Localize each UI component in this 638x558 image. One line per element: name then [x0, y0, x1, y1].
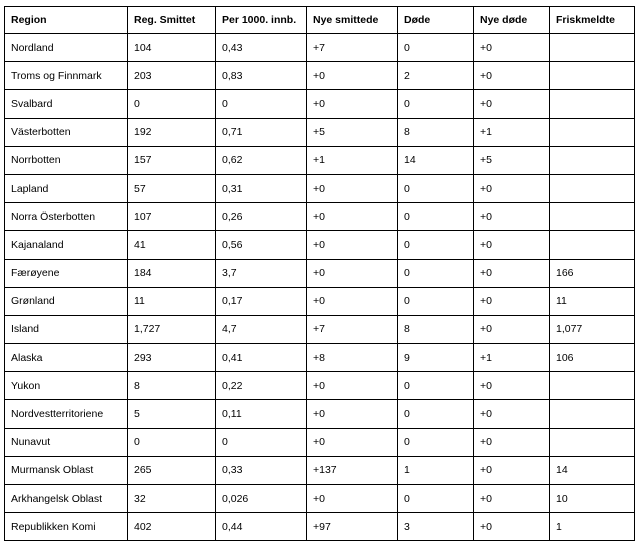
cell-dode: 9	[398, 344, 474, 372]
cell-reg-smittet: 1,727	[128, 315, 216, 343]
table-row	[5, 428, 635, 456]
table-body	[5, 34, 635, 541]
cell-nye-dode: +0	[474, 315, 550, 343]
cell-friskmeldte: 1	[550, 513, 635, 541]
table-row	[5, 203, 635, 231]
cell-nye-smittede: +0	[307, 62, 398, 90]
cell-friskmeldte	[550, 62, 635, 90]
header-friskmeldte: Friskmeldte	[550, 7, 635, 34]
cell-friskmeldte	[550, 203, 635, 231]
cell-reg-smittet: 11	[128, 287, 216, 315]
cell-nye-dode: +5	[474, 146, 550, 174]
cell-dode: 1	[398, 456, 474, 484]
cell-reg-smittet: 32	[128, 485, 216, 513]
cell-reg-smittet: 402	[128, 513, 216, 541]
cell-reg-smittet: 203	[128, 62, 216, 90]
cell-nye-smittede: +7	[307, 315, 398, 343]
cell-nye-dode: +0	[474, 203, 550, 231]
cell-per-1000: 0	[216, 90, 307, 118]
cell-reg-smittet: 192	[128, 118, 216, 146]
table-row	[5, 62, 635, 90]
cell-per-1000: 0,026	[216, 485, 307, 513]
cell-reg-smittet: 57	[128, 174, 216, 202]
cell-region: Murmansk Oblast	[5, 456, 128, 484]
table-header-row	[5, 7, 635, 34]
cell-per-1000: 0,26	[216, 203, 307, 231]
cell-nye-smittede: +0	[307, 287, 398, 315]
cell-nye-dode: +1	[474, 118, 550, 146]
header-nye-dode: Nye døde	[474, 7, 550, 34]
header-reg-smittet: Reg. Smittet	[128, 7, 216, 34]
cell-reg-smittet: 265	[128, 456, 216, 484]
cell-dode: 0	[398, 231, 474, 259]
cell-friskmeldte	[550, 428, 635, 456]
table-row	[5, 513, 635, 541]
cell-per-1000: 0	[216, 428, 307, 456]
cell-nye-smittede: +0	[307, 174, 398, 202]
cell-nye-dode: +0	[474, 90, 550, 118]
cell-per-1000: 0,33	[216, 456, 307, 484]
cell-region: Færøyene	[5, 259, 128, 287]
cell-nye-smittede: +0	[307, 372, 398, 400]
cell-nye-smittede: +0	[307, 90, 398, 118]
cell-dode: 14	[398, 146, 474, 174]
cell-friskmeldte: 166	[550, 259, 635, 287]
cell-dode: 3	[398, 513, 474, 541]
cell-region: Republikken Komi	[5, 513, 128, 541]
table-row	[5, 287, 635, 315]
table-row	[5, 344, 635, 372]
cell-region: Norrbotten	[5, 146, 128, 174]
cell-reg-smittet: 0	[128, 90, 216, 118]
cell-friskmeldte	[550, 34, 635, 62]
cell-nye-smittede: +0	[307, 428, 398, 456]
cell-nye-smittede: +0	[307, 400, 398, 428]
cell-nye-smittede: +5	[307, 118, 398, 146]
cell-region: Island	[5, 315, 128, 343]
cell-friskmeldte	[550, 146, 635, 174]
cell-region: Västerbotten	[5, 118, 128, 146]
cell-dode: 0	[398, 174, 474, 202]
cell-per-1000: 0,11	[216, 400, 307, 428]
table-row	[5, 400, 635, 428]
table-row	[5, 259, 635, 287]
cell-reg-smittet: 293	[128, 344, 216, 372]
table-row	[5, 372, 635, 400]
cell-nye-smittede: +97	[307, 513, 398, 541]
cell-per-1000: 0,62	[216, 146, 307, 174]
cell-per-1000: 0,43	[216, 34, 307, 62]
cell-reg-smittet: 41	[128, 231, 216, 259]
cell-reg-smittet: 104	[128, 34, 216, 62]
cell-friskmeldte: 106	[550, 344, 635, 372]
cell-friskmeldte: 11	[550, 287, 635, 315]
cell-dode: 0	[398, 428, 474, 456]
cell-dode: 0	[398, 372, 474, 400]
cell-region: Nunavut	[5, 428, 128, 456]
cell-nye-smittede: +137	[307, 456, 398, 484]
cell-nye-dode: +0	[474, 34, 550, 62]
cell-reg-smittet: 107	[128, 203, 216, 231]
cell-region: Nordland	[5, 34, 128, 62]
cell-region: Kajanaland	[5, 231, 128, 259]
cell-nye-dode: +0	[474, 485, 550, 513]
header-region: Region	[5, 7, 128, 34]
cell-nye-dode: +0	[474, 287, 550, 315]
cell-nye-dode: +0	[474, 62, 550, 90]
cell-reg-smittet: 157	[128, 146, 216, 174]
cell-nye-dode: +0	[474, 231, 550, 259]
cell-nye-dode: +0	[474, 513, 550, 541]
cell-nye-smittede: +0	[307, 485, 398, 513]
cell-friskmeldte	[550, 174, 635, 202]
cell-friskmeldte	[550, 231, 635, 259]
cell-dode: 0	[398, 34, 474, 62]
cell-reg-smittet: 5	[128, 400, 216, 428]
cell-region: Svalbard	[5, 90, 128, 118]
cell-nye-smittede: +0	[307, 203, 398, 231]
cell-friskmeldte	[550, 400, 635, 428]
table-row	[5, 118, 635, 146]
cell-dode: 0	[398, 287, 474, 315]
cell-nye-dode: +0	[474, 372, 550, 400]
header-dode: Døde	[398, 7, 474, 34]
cell-nye-dode: +0	[474, 174, 550, 202]
cell-dode: 0	[398, 259, 474, 287]
cell-per-1000: 0,83	[216, 62, 307, 90]
cell-dode: 0	[398, 203, 474, 231]
cell-nye-dode: +1	[474, 344, 550, 372]
cell-reg-smittet: 0	[128, 428, 216, 456]
cell-per-1000: 0,22	[216, 372, 307, 400]
table-row	[5, 34, 635, 62]
cell-dode: 0	[398, 90, 474, 118]
cell-nye-smittede: +7	[307, 34, 398, 62]
cell-nye-smittede: +1	[307, 146, 398, 174]
cell-per-1000: 4,7	[216, 315, 307, 343]
table-row	[5, 174, 635, 202]
cell-nye-dode: +0	[474, 400, 550, 428]
covid-region-table-container	[4, 6, 634, 541]
cell-per-1000: 0,41	[216, 344, 307, 372]
cell-dode: 0	[398, 400, 474, 428]
cell-per-1000: 3,7	[216, 259, 307, 287]
cell-region: Grønland	[5, 287, 128, 315]
cell-per-1000: 0,56	[216, 231, 307, 259]
table-row	[5, 456, 635, 484]
cell-nye-smittede: +0	[307, 231, 398, 259]
cell-reg-smittet: 184	[128, 259, 216, 287]
cell-per-1000: 0,44	[216, 513, 307, 541]
cell-per-1000: 0,17	[216, 287, 307, 315]
cell-nye-smittede: +0	[307, 259, 398, 287]
cell-region: Lapland	[5, 174, 128, 202]
cell-dode: 0	[398, 485, 474, 513]
cell-nye-dode: +0	[474, 428, 550, 456]
cell-dode: 2	[398, 62, 474, 90]
cell-dode: 8	[398, 315, 474, 343]
cell-friskmeldte: 10	[550, 485, 635, 513]
cell-per-1000: 0,71	[216, 118, 307, 146]
table-row	[5, 231, 635, 259]
cell-per-1000: 0,31	[216, 174, 307, 202]
cell-friskmeldte: 1,077	[550, 315, 635, 343]
cell-nye-dode: +0	[474, 456, 550, 484]
cell-region: Arkhangelsk Oblast	[5, 485, 128, 513]
table-row	[5, 146, 635, 174]
cell-nye-smittede: +8	[307, 344, 398, 372]
covid-region-table	[4, 6, 635, 541]
cell-friskmeldte: 14	[550, 456, 635, 484]
cell-region: Alaska	[5, 344, 128, 372]
cell-region: Norra Österbotten	[5, 203, 128, 231]
table-row	[5, 90, 635, 118]
cell-reg-smittet: 8	[128, 372, 216, 400]
cell-region: Troms og Finnmark	[5, 62, 128, 90]
cell-nye-dode: +0	[474, 259, 550, 287]
header-per-1000: Per 1000. innb.	[216, 7, 307, 34]
table-row	[5, 315, 635, 343]
cell-region: Yukon	[5, 372, 128, 400]
cell-region: Nordvestterritoriene	[5, 400, 128, 428]
header-nye-smittede: Nye smittede	[307, 7, 398, 34]
cell-dode: 8	[398, 118, 474, 146]
cell-friskmeldte	[550, 90, 635, 118]
cell-friskmeldte	[550, 372, 635, 400]
cell-friskmeldte	[550, 118, 635, 146]
table-row	[5, 485, 635, 513]
